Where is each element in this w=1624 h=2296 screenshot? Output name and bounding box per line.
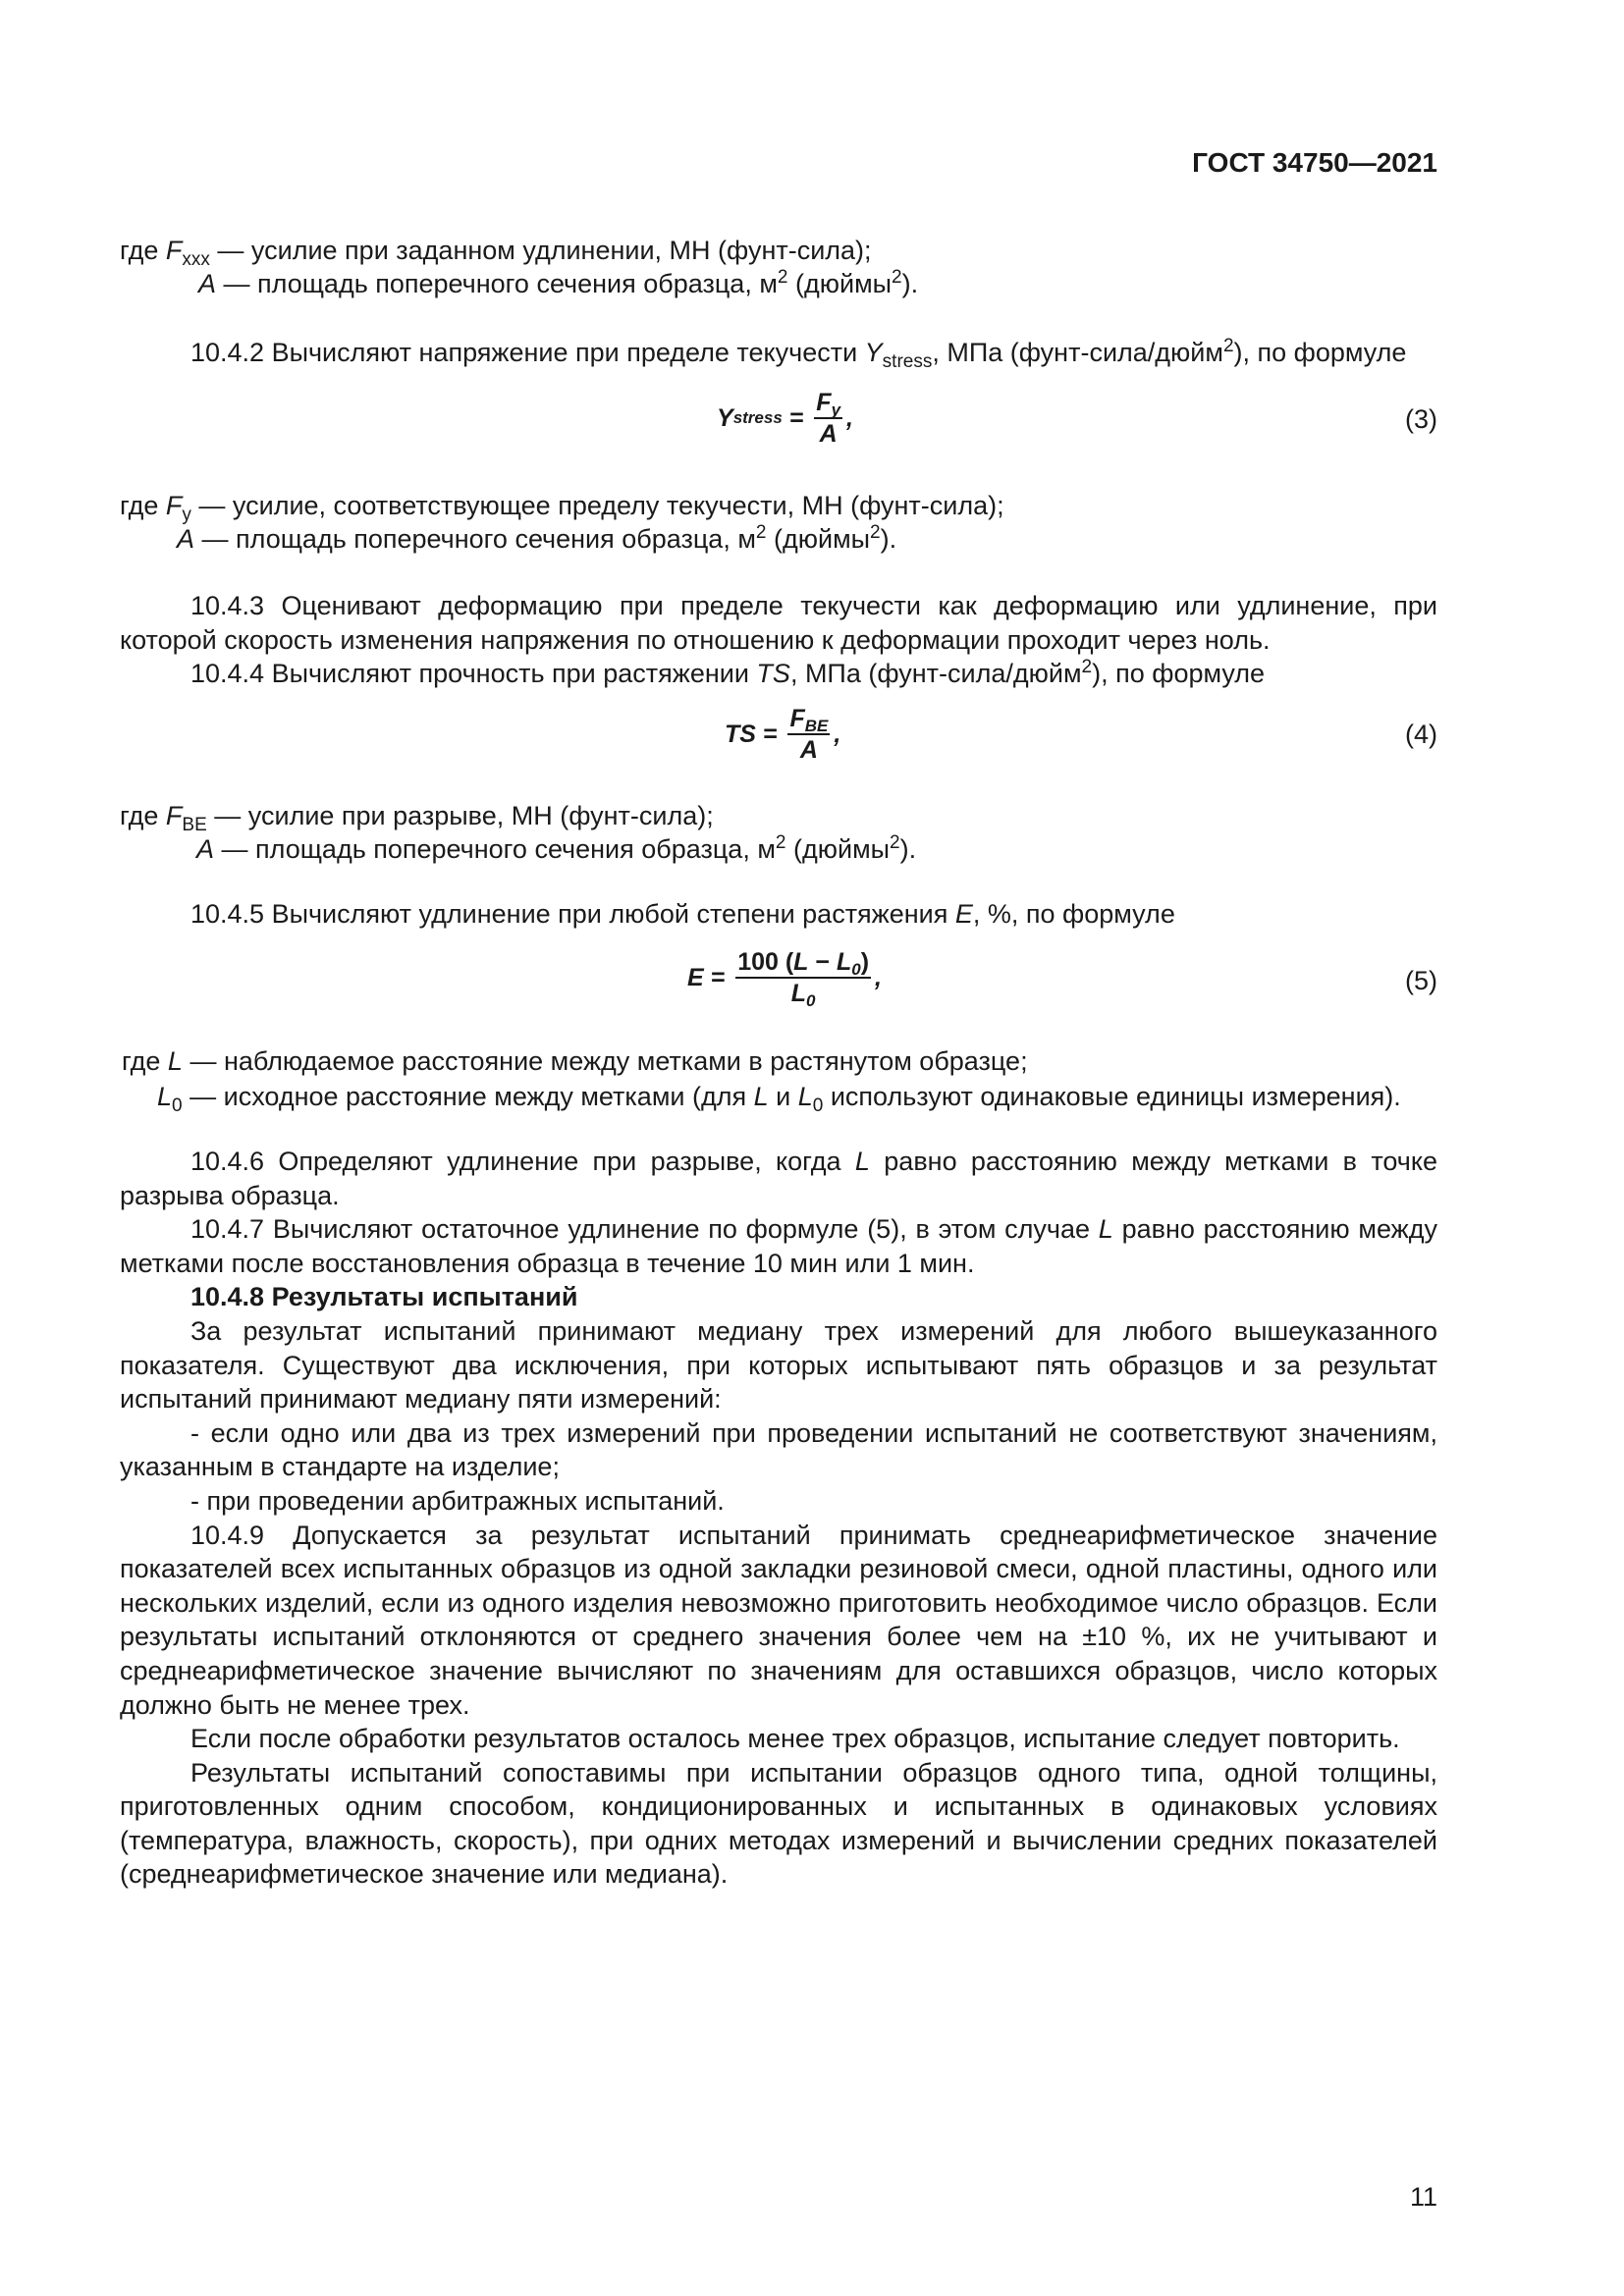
paragraph-10-4-7: 10.4.7 Вычисляют остаточное удлинение по формуле (5), в этом случае L равно расстоянию между метками после восстановления образца в течение 10 мин или 1 мин. [120,1214,1438,1278]
equation-number-4: (4) [1405,720,1437,749]
where-line-area-3: A — площадь поперечного сечения образца, $м^2$ (дюймы$^2$). [196,832,917,864]
paragraph-10-4-6: 10.4.6 Определяют удлинение при разрыве, когда L равно расстоянию между метками в точке разрыва образца. [120,1147,1437,1210]
main-body [120,1145,1437,1892]
formula-5: E = $\frac{100 (L - L_0)}{L_0}$ , [687,948,882,1010]
paragraph-10-4-4: 10.4.4 Вычисляют прочность при растяжении TS, МПа (фунт-сила/дюйм$^2$), по формуле [190,657,1266,689]
formula-4: TS = $\frac{F_{BE}}{A}$ , [725,705,841,764]
list-item: - если одно или два из трех измерений при проведении испытаний не соответствуют значениям, указанным в стандарте на изделие; [120,1417,1437,1482]
where-line-l0: $L_0$ — исходное расстояние между метками (для L и $L_0$ используют одинаковые единицы измерения). [157,1082,1401,1116]
where-line-fxxx: где $F_{xxx}$ — усилие при заданном удлинении, МН (фунт-сила); [120,236,872,270]
paragraph-10-4-3: 10.4.3 Оценивают деформацию при пределе текучести как деформацию или удлинение, при которой скорость изменения напряжения по отношению к деформации проходит через ноль. 10.4.4 Вычисляют прочность при растяжении TS, МПа (фунт-сила/дюйм$^2$), по формуле [120,589,1437,691]
equation-number-3: (3) [1405,404,1437,434]
document-header: ГОСТ 34750—2021 [1192,147,1437,178]
paragraph-10-4-2: 10.4.2 Вычисляют напряжение при пределе текучести $Y_{stress}$, МПа (фунт-сила/дюйм$^2$), по формуле [190,336,1407,372]
list-item: - при проведении арбитражных испытаний. [190,1485,725,1516]
where-line-area: A — площадь поперечного сечения образца, $м^2$ (дюймы$^2$). [198,267,919,298]
section-title-10-4-8: 10.4.8 Результаты испытаний [190,1282,578,1312]
paragraph-repeat: Если после обработки результатов осталось менее трех образцов, испытание следует повторить. [190,1724,1400,1754]
paragraph-10-4-8: За результат испытаний принимают медиану трех измерений для любого вышеуказанного показателя. Существуют два исключения, при которых испытывают пять образцов и за результат испытаний принимают медиану пяти измерений: [120,1315,1437,1415]
formula-3: Y stress = $\frac{F_y}{A}$ , [717,389,853,448]
where-line-l: где L — наблюдаемое расстояние между метками в растянутом образце; [122,1046,1028,1076]
where-line-fy: где $F_y$ — усилие, соответствующее пределу текучести, МН (фунт-сила); [120,491,1004,525]
equation-number-5: (5) [1405,966,1437,995]
where-line-fbe: где $F_{BE}$ — усилие при разрыве, МН (фунт-сила); [120,801,714,835]
paragraph-comparability: Результаты испытаний сопоставимы при испытании образцов одного типа, одной толщины, приготовленных одним способом, кондиционированных и испытанных в одинаковых условиях (температура, влажность, скорость), при одних методах измерений и вычислении средних показателей (среднеарифметическое значение или медиана). [120,1757,1437,1890]
where-line-area-2: A — площадь поперечного сечения образца, $м^2$ (дюймы$^2$). [177,522,897,554]
page-number: 11 [1409,2182,1437,2212]
paragraph-10-4-5: 10.4.5 Вычисляют удлинение при любой степени растяжения E, %, по формуле [190,899,1175,929]
paragraph-10-4-9: 10.4.9 Допускается за результат испытаний принимать среднеарифметическое значение показателей всех испытанных образцов из одной закладки резиновой смеси, одной пластины, одного или нескольких изделий, если из одного изделия невозможно приготовить необходимое число образцов. Если результаты испытаний отклоняются от среднего значения более чем на ±10 %, их не учитывают и среднеарифметическое значение вычисляют по значениям для оставшихся образцов, число которых должно быть не менее трех. [120,1520,1437,1720]
